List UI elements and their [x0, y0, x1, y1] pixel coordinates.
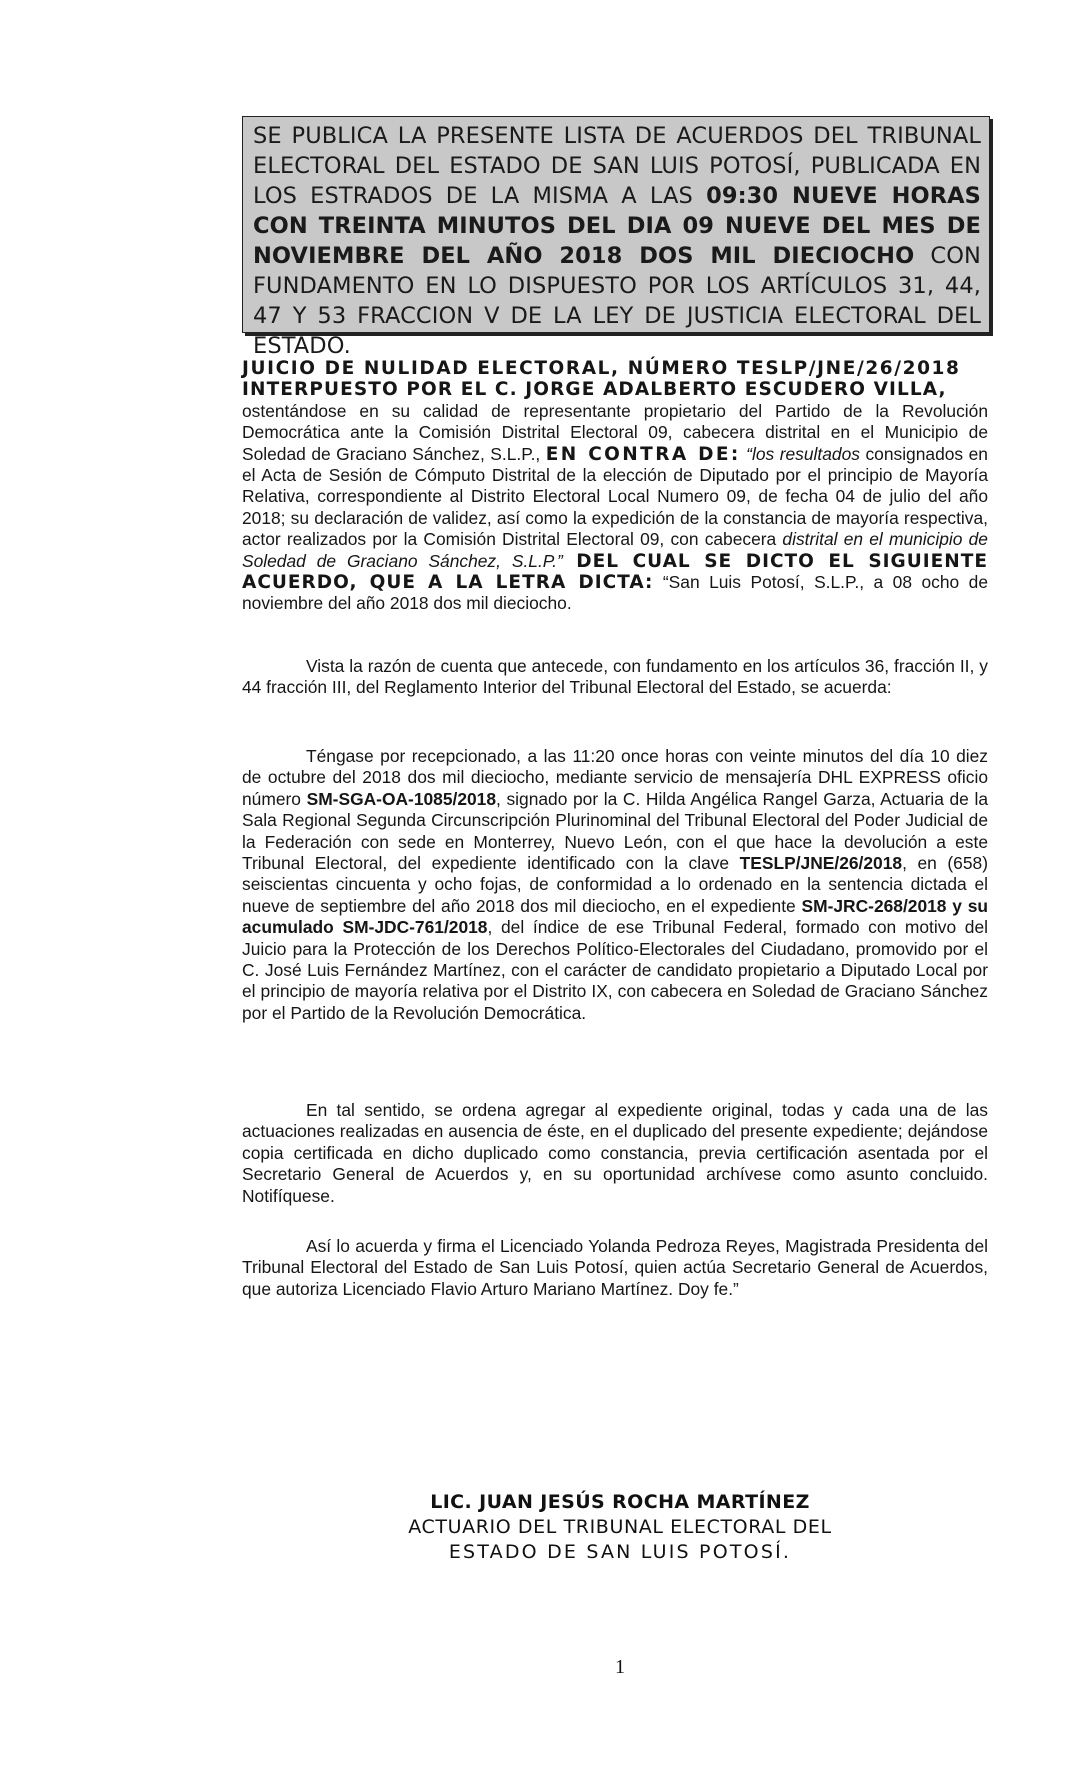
notice-text-1: SE PUBLICA LA PRESENTE LISTA DE ACUERDOS DEL TRIBUNAL ELECTORAL DEL ESTADO DE SAN LUIS POTOSÍ, PUBLICADA EN LOS ESTRADOS DE LA MISMA A LAS	[253, 123, 981, 209]
para2-text-e: , en (658) seiscientas cincuenta y ocho fojas, de conformidad a lo ordenado en la sentencia dictada el nueve de septiembre del año 2018 dos mil dieciocho, en el expediente	[242, 853, 988, 916]
signatory-title-line-1: ACTUARIO DEL TRIBUNAL ELECTORAL DEL	[408, 1516, 832, 1538]
federal-expediente: SM-JRC-268/2018 y su acumulado SM-JDC-761/2018	[242, 895, 988, 938]
paragraph-tengase	[242, 746, 988, 1024]
page-number: 1	[615, 1656, 625, 1678]
paragraph-en-tal-sentido: En tal sentido, se ordena agregar al expediente original, todas y cada una de las actuaciones realizadas en ausencia de éste, en el duplicado del presente expediente; dejándose copia certificada en dicho duplicado como constancia, previa certificación asentada por el Secretario General de Acuerdos y, en su oportunidad archívese como asunto concluido. Notifíquese.	[242, 1100, 988, 1206]
case-heading-line-1: JUICIO DE NULIDAD ELECTORAL, NÚMERO TESLP/JNE/26/2018	[242, 358, 961, 379]
notice-text-bold: 09:30 NUEVE HORAS CON TREINTA MINUTOS DEL DIA 09 NUEVE DEL MES DE NOVIEMBRE DEL AÑO 2018 DOS MIL DIECIOCHO	[253, 183, 981, 269]
case-text-1: ostentándose en su calidad de representante propietario del Partido de la Revolución Democrática ante la Comisión Distrital Electoral 09, cabecera distrital en el Municipio de Soledad de Graciano Sánchez, S.L.P.,	[242, 400, 988, 464]
paragraph-asi-lo-acuerda: Así lo acuerda y firma el Licenciado Yolanda Pedroza Reyes, Magistrada Presidenta del Tribunal Electoral del Estado de San Luis Potosí, quien actúa Secretario General de Acuerdos, que autoriza Licenciado Flavio Arturo Mariano Martínez. Doy fe.”	[242, 1236, 988, 1299]
paragraph-vista: Vista la razón de cuenta que antecede, con fundamento en los artículos 36, fracción II, y 44 fracción III, del Reglamento Interior del Tribunal Electoral del Estado, se acuerda:	[242, 656, 988, 698]
case-summary-paragraph	[242, 358, 988, 615]
publication-notice-box	[242, 116, 990, 359]
case-text-3: “San Luis Potosí, S.L.P., a 08 ocho de noviembre del año 2018 dos mil dieciocho.	[242, 572, 988, 614]
case-quote-2: distrital en el municipio de Soledad de Graciano Sánchez, S.L.P.”	[242, 529, 988, 571]
para2-text-a: Téngase por recepcionado, a las 11:20 once horas con veinte minutos del día 10 diez de octubre del 2018 dos mil dieciocho, mediante servicio de mensajería DHL EXPRESS oficio número	[242, 746, 988, 809]
para2-text-c: , signado por la C. Hilda Angélica Rangel Garza, Actuaria de la Sala Regional Segunda Circunscripción Plurinominal del Tribunal Electoral del Poder Judicial de la Federación con sede en Monterrey, Nuevo León, con el que hace la devolución a este Tribunal Electoral, del expediente identificado con la clave	[242, 788, 989, 874]
para2-text-g: , del índice de ese Tribunal Federal, formado con motivo del Juicio para la Protección de los Derechos Político-Electorales del Ciudadano, promovido por el C. José Luis Fernández Martínez, con el carácter de candidato propietario a Diputado Local por el principio de mayoría relativa por el Distrito IX, con cabecera en Soledad de Graciano Sánchez por el Partido de la Revolución Democrática.	[242, 917, 988, 1023]
case-text-2: consignados en el Acta de Sesión de Cómputo Distrital de la elección de Diputado por el principio de Mayoría Relativa, correspondiente al Distrito Electoral Local Numero 09, de fecha 04 de julio del año 2018; su declaración de validez, así como la expedición de la constancia de mayoría respectiva, actor realizados por la Comisión Distrital Electoral 09, con cabecera	[242, 443, 988, 550]
signatory-title-line-2: ESTADO DE SAN LUIS POTOSÍ.	[448, 1541, 792, 1563]
expediente-key: TESLP/JNE/26/2018	[739, 853, 903, 874]
case-heading-line-2: INTERPUESTO POR EL C. JORGE ADALBERTO ESCUDERO VILLA,	[242, 379, 947, 401]
case-quote-1: “los resultados	[740, 443, 860, 464]
oficio-number: SM-SGA-OA-1085/2018	[306, 788, 497, 809]
en-contra-de-label: EN CONTRA DE:	[545, 443, 741, 465]
acuerdo-dicta-label: DEL CUAL SE DICTO EL SIGUIENTE ACUERDO, QUE A LA LETRA DICTA:	[242, 550, 988, 594]
signatory-name: LIC. JUAN JESÚS ROCHA MARTÍNEZ	[430, 1491, 810, 1513]
notice-text-2: CON FUNDAMENTO EN LO DISPUESTO POR LOS ARTÍCULOS 31, 44, 47 Y 53 FRACCION V DE LA LEY DE JUSTICIA ELECTORAL DEL ESTADO.	[253, 243, 981, 359]
